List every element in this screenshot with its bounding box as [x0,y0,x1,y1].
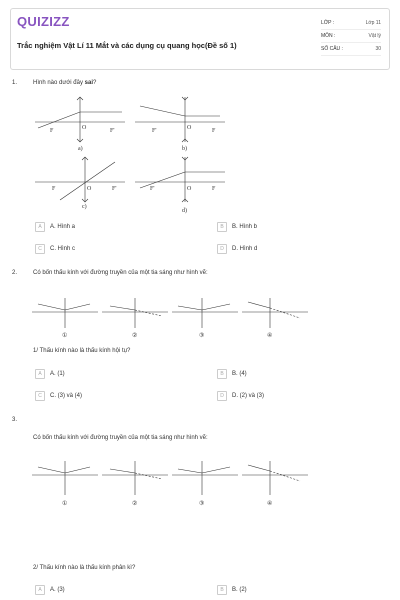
svg-text:O: O [87,186,92,192]
quiz-meta [321,17,381,56]
q2-option-b[interactable]: B B. (4) [217,369,247,379]
svg-text:O: O [187,125,192,131]
meta-subject-row: MÔN : Vật lý [321,30,381,43]
svg-text:b): b) [182,146,187,152]
q2-option-a[interactable]: A A. (1) [35,369,65,379]
svg-text:F: F [212,128,216,134]
svg-text:F': F' [150,186,155,192]
svg-text:O: O [187,186,192,192]
svg-text:F': F' [152,128,157,134]
quiz-title: Trắc nghiệm Vật Lí 11 Mắt và các dụng cụ quang học(Đề số 1) [17,41,237,50]
question-1-text: Hình nào dưới đây sai? [33,80,97,86]
svg-text:F': F' [110,128,115,134]
svg-text:F: F [50,128,54,134]
q3-option-b[interactable]: B B. (2) [217,585,247,595]
svg-text:①: ① [62,333,68,339]
question-3-figure [30,455,310,510]
question-3-subtext: 2/ Thấu kính nào là thấu kính phân kì? [33,565,136,571]
meta-count-row: SỐ CÂU : 30 [321,43,381,56]
q2-option-c[interactable]: C C. (3) và (4) [35,391,82,401]
question-2-subtext: 1/ Thấu kính nào là thấu kính hội tụ? [33,348,131,354]
svg-text:①: ① [62,501,68,507]
question-1-figure [30,92,230,217]
svg-text:③: ③ [199,333,205,339]
svg-text:O: O [82,125,87,131]
svg-text:②: ② [132,501,138,507]
svg-text:F: F [52,186,56,192]
svg-text:②: ② [132,333,138,339]
question-2-number: 2. [12,270,18,276]
quiz-header [10,8,390,70]
svg-text:d): d) [182,208,187,214]
svg-text:c): c) [82,204,87,210]
q1-option-b[interactable]: B B. Hình b [217,222,257,232]
quizizz-logo: QUIZIZZ [17,14,70,29]
q2-option-d[interactable]: D D. (2) và (3) [217,391,264,401]
question-2-text: Có bốn thấu kính với đường truyền của một tia sáng như hình vẽ: [33,270,208,276]
question-3-text: Có bốn thấu kính với đường truyền của một tia sáng như hình vẽ: [33,435,208,441]
question-2-figure [30,292,310,342]
question-3-number: 3. [12,417,18,423]
q3-option-a[interactable]: A A. (3) [35,585,65,595]
meta-class-row: LỚP : Lớp 11 [321,17,381,30]
svg-text:F': F' [112,186,117,192]
q1-option-c[interactable]: C C. Hình c [35,244,75,254]
svg-text:④: ④ [267,333,273,339]
question-1-number: 1. [12,80,18,86]
svg-text:F: F [212,186,216,192]
svg-text:③: ③ [199,501,205,507]
svg-text:④: ④ [267,501,273,507]
q1-option-a[interactable]: A A. Hình a [35,222,75,232]
q1-option-d[interactable]: D D. Hình d [217,244,257,254]
svg-text:a): a) [78,146,83,152]
